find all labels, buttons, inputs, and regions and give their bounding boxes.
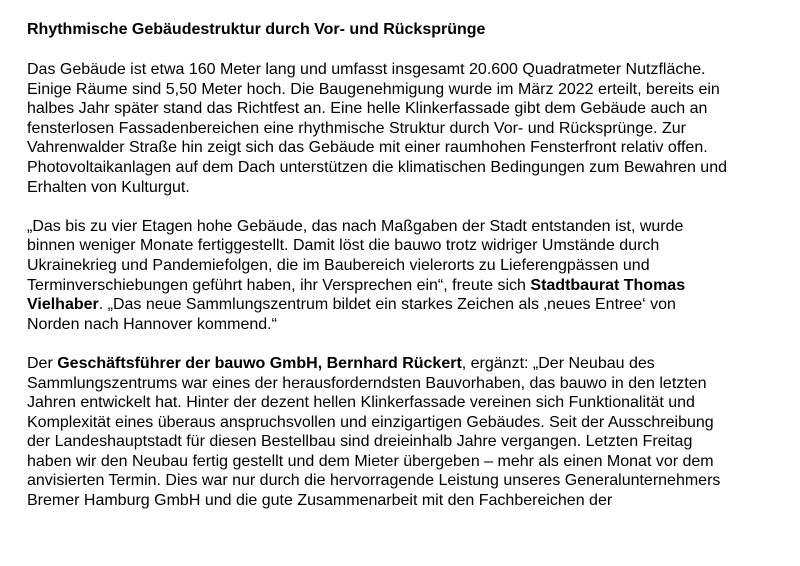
text-line: anvisierten Termin. Dies war nur durch die hervorragende Leistung unseres Generalunternehmers [27, 472, 721, 490]
text-line [27, 276, 787, 296]
section-heading: Rhythmische Gebäudestruktur durch Vor- und Rücksprünge [27, 21, 486, 38]
document-body [27, 20, 787, 511]
text-line: Norden nach Hannover kommend.“ [27, 315, 277, 333]
text-line [27, 295, 787, 315]
text-segment: Terminverschiebungen geführt haben, ihr Versprechen ein“, freute sich [27, 276, 531, 294]
text-line: haben wir den Neubau fertig gestellt und dem Mieter übergeben – mehr als einen Monat vor dem [27, 452, 714, 470]
speaker-name-bold: Stadtbaurat Thomas [530, 276, 686, 294]
paragraph-building-facts [27, 60, 787, 197]
paragraph-geschaeftsfuehrer-quote [27, 354, 787, 511]
text-line: Sammlungszentrums war eines der herausforderndsten Bauvorhaben, das bauwo in den letzten [27, 374, 707, 392]
paragraph-stadtbaurat-quote [27, 217, 787, 335]
text-line: Vahrenwalder Straße hin zeigt sich das Gebäude mit einer raumhohen Fensterfront relativ offen. [27, 139, 708, 157]
text-line: Jahren entwickelt hat. Hinter der dezent hellen Klinkerfassade vereinen sich Funktionalität und [27, 394, 695, 412]
text-line: binnen weniger Monate fertiggestellt. Damit löst die bauwo trotz widriger Umstände durch [27, 237, 660, 255]
text-line: Erhalten von Kulturgut. [27, 178, 190, 196]
text-segment: . „Das neue Sammlungszentrum bildet ein starkes Zeichen als ‚neues Entree‘ von [98, 296, 676, 314]
text-line: Photovoltaikanlagen auf dem Dach unterstützen die klimatischen Bedingungen zum Bewahren und [27, 158, 727, 176]
text-segment: , ergänzt: „Der Neubau des [461, 354, 655, 372]
speaker-name-bold: Geschäftsführer der bauwo GmbH, Bernhard Rückert [57, 354, 462, 372]
text-line: der Landeshauptstadt für diesen Bestellbau sind dreieinhalb Jahre vergangen. Letzten Freitag [27, 433, 693, 451]
text-line: Einige Räume sind 5,50 Meter hoch. Die Baugenehmigung wurde im März 2022 erteilt, bereits ein [27, 80, 720, 98]
text-line: „Das bis zu vier Etagen hohe Gebäude, das nach Maßgaben der Stadt entstanden ist, wurde [27, 217, 684, 235]
speaker-name-bold: Vielhaber [27, 296, 99, 314]
text-line: fensterlosen Fassadenbereichen eine rhythmische Struktur durch Vor- und Rücksprünge. Zur [27, 119, 687, 137]
text-line: Ukrainekrieg und Pandemiefolgen, die im Baubereich vielerorts zu Lieferengpässen und [27, 256, 650, 274]
text-segment: Der [27, 354, 58, 372]
text-line: halbes Jahr später stand das Richtfest an. Eine helle Klinkerfassade gibt dem Gebäude auch an [27, 100, 708, 118]
text-line [27, 354, 787, 374]
text-line: Bremer Hamburg GmbH und die gute Zusammenarbeit mit den Fachbereichen der [27, 492, 613, 510]
text-line: Komplexität eines überaus anspruchsvollen und einzigartigen Gebäudes. Seit der Ausschreibung [27, 413, 714, 431]
text-line: Das Gebäude ist etwa 160 Meter lang und umfasst insgesamt 20.600 Quadratmeter Nutzfläche. [27, 61, 706, 78]
